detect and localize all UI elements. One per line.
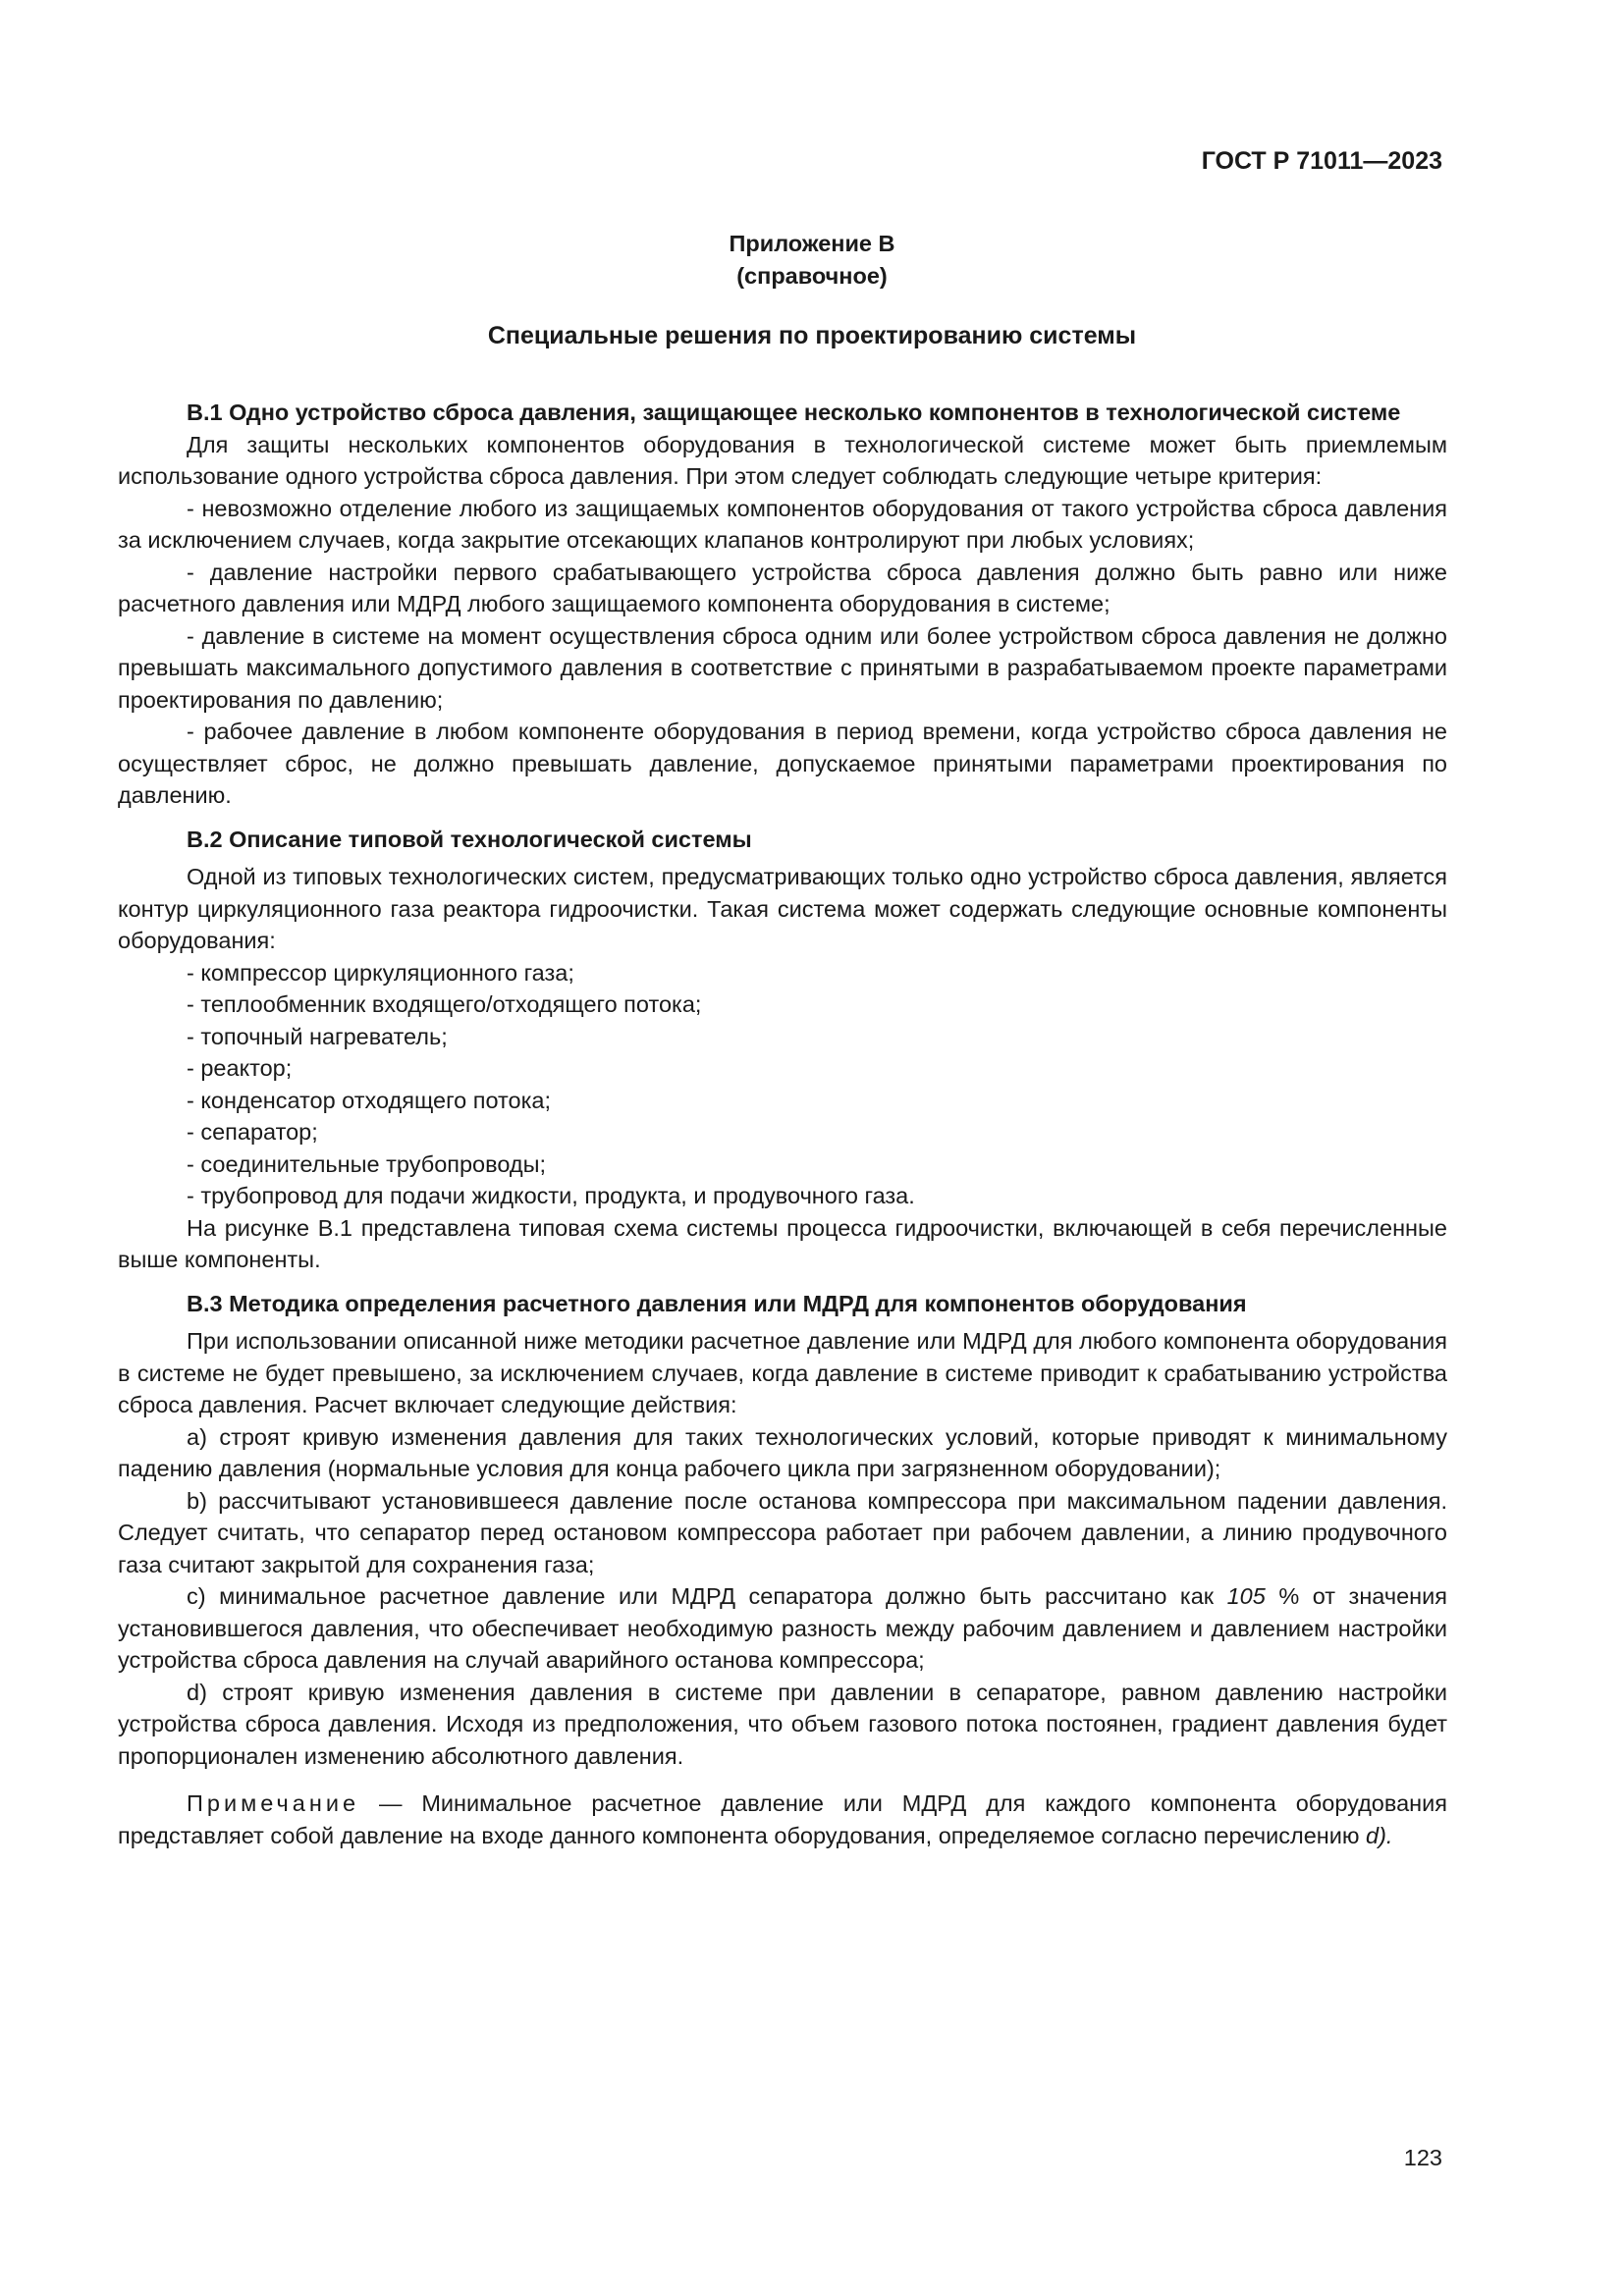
section-b2-item: - компрессор циркуляционного газа; xyxy=(187,959,574,986)
section-b1-item: - рабочее давление в любом компоненте оборудования в период времени, когда устройство сброса давления не осуществляет сброс, не должно превышать давление, допускаемое принятыми параметрами проектирования по давлению. xyxy=(118,719,1447,808)
section-b2-item: - реактор; xyxy=(187,1055,293,1081)
section-b2-outro: На рисунке В.1 представлена типовая схема системы процесса гидроочистки, включающей в себя перечисленные выше компоненты. xyxy=(118,1214,1447,1272)
annex-title: Специальные решения по проектированию системы xyxy=(487,322,1137,349)
note-dash: — xyxy=(359,1790,422,1816)
section-b3-item-b: b) рассчитывают установившееся давление после останова компрессора при максимальном падении давления. Следует считать, что сепаратор перед остановом компрессора работает при рабочем давлении, а линию продувочного газа считают закрытой для сохранения газа; xyxy=(118,1487,1447,1577)
section-b2-item: - топочный нагреватель; xyxy=(187,1023,448,1049)
section-b2-item: - теплообменник входящего/отходящего потока; xyxy=(187,991,702,1017)
section-b2-item: - соединительные трубопроводы; xyxy=(187,1150,547,1177)
section-b2-item: - конденсатор отходящего потока; xyxy=(187,1087,552,1113)
annex-kind: (справочное) xyxy=(736,263,888,289)
note xyxy=(118,1788,1447,1851)
section-b1-intro: Для защиты нескольких компонентов оборудования в технологической системе может быть приемлемым использование одного устройства сброса давления. При этом следует соблюдать следующие четыре критерия: xyxy=(118,431,1447,489)
section-b2-item: - трубопровод для подачи жидкости, продукта, и продувочного газа. xyxy=(187,1183,915,1208)
section-b1-item: - давление настройки первого срабатывающего устройства сброса давления должно быть равно или ниже расчетного давления или МДРД любого защищаемого компонента оборудования в системе; xyxy=(118,559,1447,616)
annex-label: Приложение В xyxy=(729,231,895,256)
section-b2-intro: Одной из типовых технологических систем, предусматривающих только одно устройство сброса давления, является контур циркуляционного газа реактора гидроочистки. Такая система может содержать следующие основные компоненты оборудования: xyxy=(118,864,1447,953)
section-b2-item: - сепаратор; xyxy=(187,1119,318,1145)
item-c-text-before: c) минимальное расчетное давление или МДРД сепаратора должно быть рассчитано как xyxy=(187,1583,1227,1609)
page-number: 123 xyxy=(1403,2145,1442,2170)
section-b3-item-d: d) строят кривую изменения давления в системе при давлении в сепараторе, равном давлению настройки устройства сброса давления. Исходя из предположения, что объем газового потока постоянен, градиент давления будет пропорционален изменению абсолютного давления. xyxy=(118,1679,1447,1769)
section-b1-heading: В.1 Одно устройство сброса давления, защищающее несколько компонентов в технологической системе xyxy=(187,400,1401,425)
section-b3-heading: В.3 Методика определения расчетного давления или МДРД для компонентов оборудования xyxy=(187,1290,1247,1316)
section-b2-heading: В.2 Описание типовой технологической системы xyxy=(187,826,752,852)
document-body xyxy=(118,397,1447,1851)
section-b3-intro: При использовании описанной ниже методики расчетное давление или МДРД для любого компонента оборудования в системе не будет превышено, за исключением случаев, когда давление в системе приводит к срабатыванию устройства сброса давления. Расчет включает следующие действия: xyxy=(118,1328,1447,1417)
annex-heading xyxy=(0,228,1624,293)
note-text: Минимальное расчетное давление или МДРД для каждого компонента оборудования представляет собой давление на входе данного компонента оборудования, определяемое согласно перечислению xyxy=(118,1790,1447,1848)
section-b3-item-c xyxy=(118,1580,1447,1677)
section-b1-item: - невозможно отделение любого из защищаемых компонентов оборудования от такого устройства сброса давления за исключением случаев, когда закрытие отсекающих клапанов контролируют при любых условиях; xyxy=(118,495,1447,553)
standard-code: ГОСТ Р 71011—2023 xyxy=(1201,147,1442,175)
item-c-value: 105 xyxy=(1226,1583,1266,1609)
section-b1-item: - давление в системе на момент осуществления сброса одним или более устройством сброса давления не должно превышать максимального допустимого давления в соответствие с принятыми в разрабатываемом проекте параметрами проектирования по давлению; xyxy=(118,622,1447,713)
section-b3-item-a: a) строят кривую изменения давления для таких технологических условий, которые приводят к минимальному падению давления (нормальные условия для конца рабочего цикла при загрязненном оборудовании); xyxy=(118,1423,1447,1481)
note-ref: d). xyxy=(1366,1822,1393,1848)
item-c-text-after: % от значения установившегося давления, что обеспечивает необходимую разность между рабочим давлением и давлением настройки устройства сброса давления на случай аварийного останова компрессора; xyxy=(118,1583,1447,1673)
note-label: Примечание xyxy=(187,1790,360,1816)
